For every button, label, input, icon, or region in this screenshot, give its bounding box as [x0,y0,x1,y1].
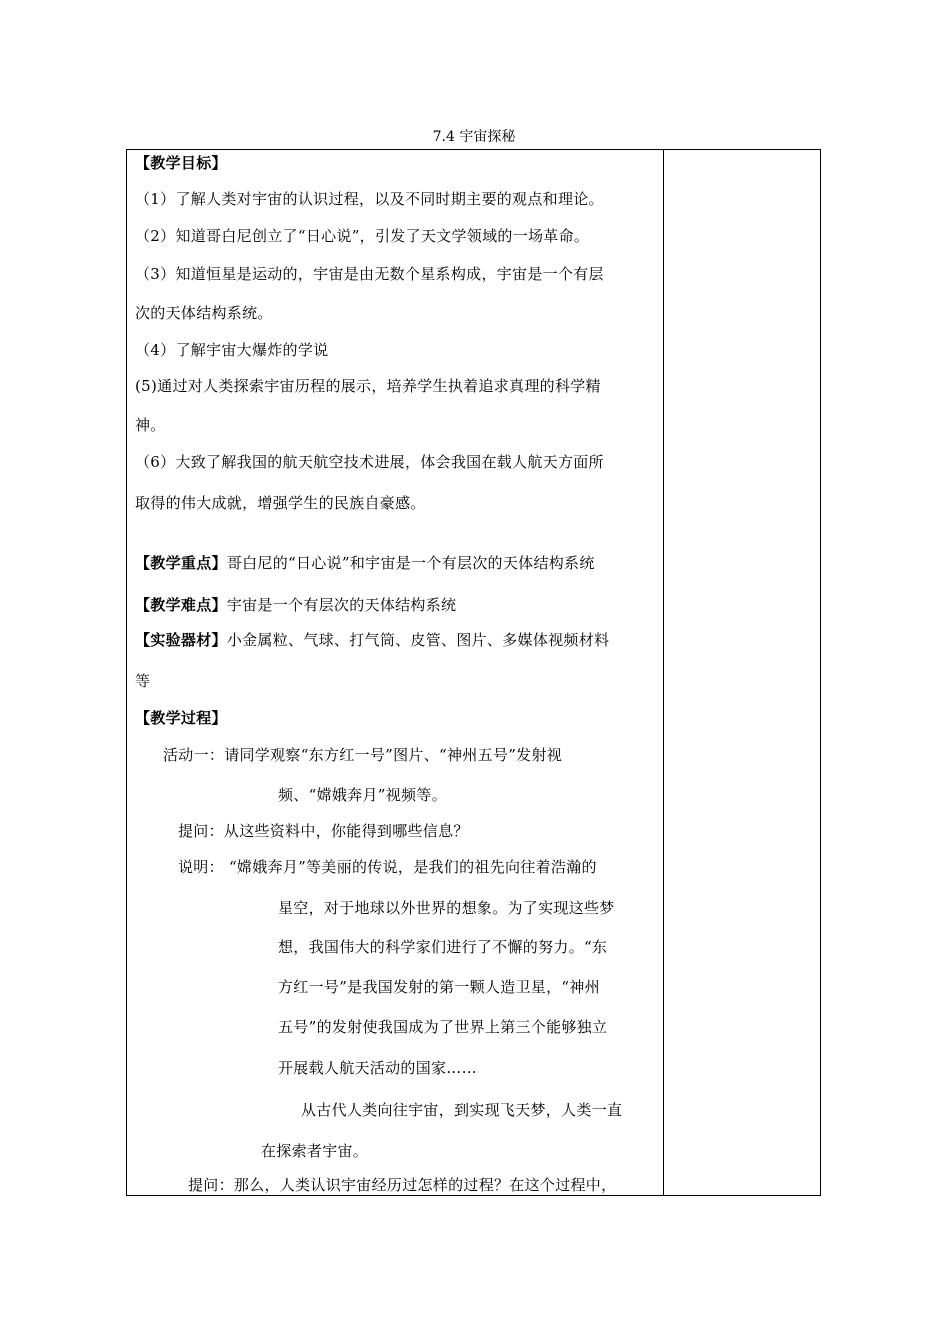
goal-line: （1）了解人类对宇宙的认识过程，以及不同时期主要的观点和理论。 [135,190,604,208]
key-point-row [135,552,595,573]
process-line: 说明： “嫦娥奔月”等美丽的传说，是我们的祖先向往着浩瀚的 [178,858,597,876]
process-line: 星空，对于地球以外世界的想象。为了实现这些梦 [278,899,615,917]
materials-row [135,629,609,650]
goal-line: （6）大致了解我国的航天航空技术进展，体会我国在载人航天方面所 [135,453,604,471]
difficulty-label: 【教学难点】 [135,596,227,614]
process-line: 频、“嫦娥奔月”视频等。 [278,786,447,804]
goal-line: 取得的伟大成就，增强学生的民族自豪感。 [135,494,426,512]
process-line: 五号”的发射使我国成为了世界上第三个能够独立 [278,1018,608,1036]
main-content-cell [127,150,663,1195]
materials-label: 【实验器材】 [135,631,227,649]
materials-text-continued: 等 [135,672,151,690]
process-heading: 【教学过程】 [135,709,227,727]
goal-line: 次的天体结构系统。 [135,304,273,322]
lesson-plan-table [126,149,821,1196]
process-line: 从古代人类向往宇宙，到实现飞天梦，人类一直 [301,1101,623,1119]
key-point-text: 哥白尼的“日心说”和宇宙是一个有层次的天体结构系统 [226,554,595,572]
process-line: 想，我国伟大的科学家们进行了不懈的努力。“东 [278,938,608,956]
difficulty-text: 宇宙是一个有层次的天体结构系统 [226,596,457,614]
process-line: 方红一号”是我国发射的第一颗人造卫星，“神州 [278,978,600,996]
materials-text: 小金属粒、气球、打气筒、皮管、图片、多媒体视频材料 [226,631,610,649]
process-line: 提问：从这些资料中，你能得到哪些信息？ [178,822,469,840]
notes-cell [664,150,820,1195]
key-point-label: 【教学重点】 [135,554,227,572]
goal-line: 神。 [135,416,166,434]
goals-heading: 【教学目标】 [135,154,227,172]
process-line: 在探索者宇宙。 [261,1142,369,1160]
goal-line: （3）知道恒星是运动的，宇宙是由无数个星系构成，宇宙是一个有层 [135,265,604,283]
process-line: 提问：那么，人类认识宇宙经历过怎样的过程？在这个过程中， [188,1176,617,1194]
document-title: 7.4 宇宙探秘 [432,129,516,145]
process-line: 活动一：请同学观察“东方红一号”图片、“神州五号”发射视 [163,746,563,764]
goal-line: （2）知道哥白尼创立了“日心说”，引发了天文学领域的一场革命。 [135,227,590,245]
goal-line: (5)通过对人类探索宇宙历程的展示，培养学生执着追求真理的科学精 [135,377,601,395]
difficulty-row [135,594,456,615]
goal-line: （4）了解宇宙大爆炸的学说 [135,341,329,359]
process-line: 开展载人航天活动的国家…… [278,1059,477,1077]
